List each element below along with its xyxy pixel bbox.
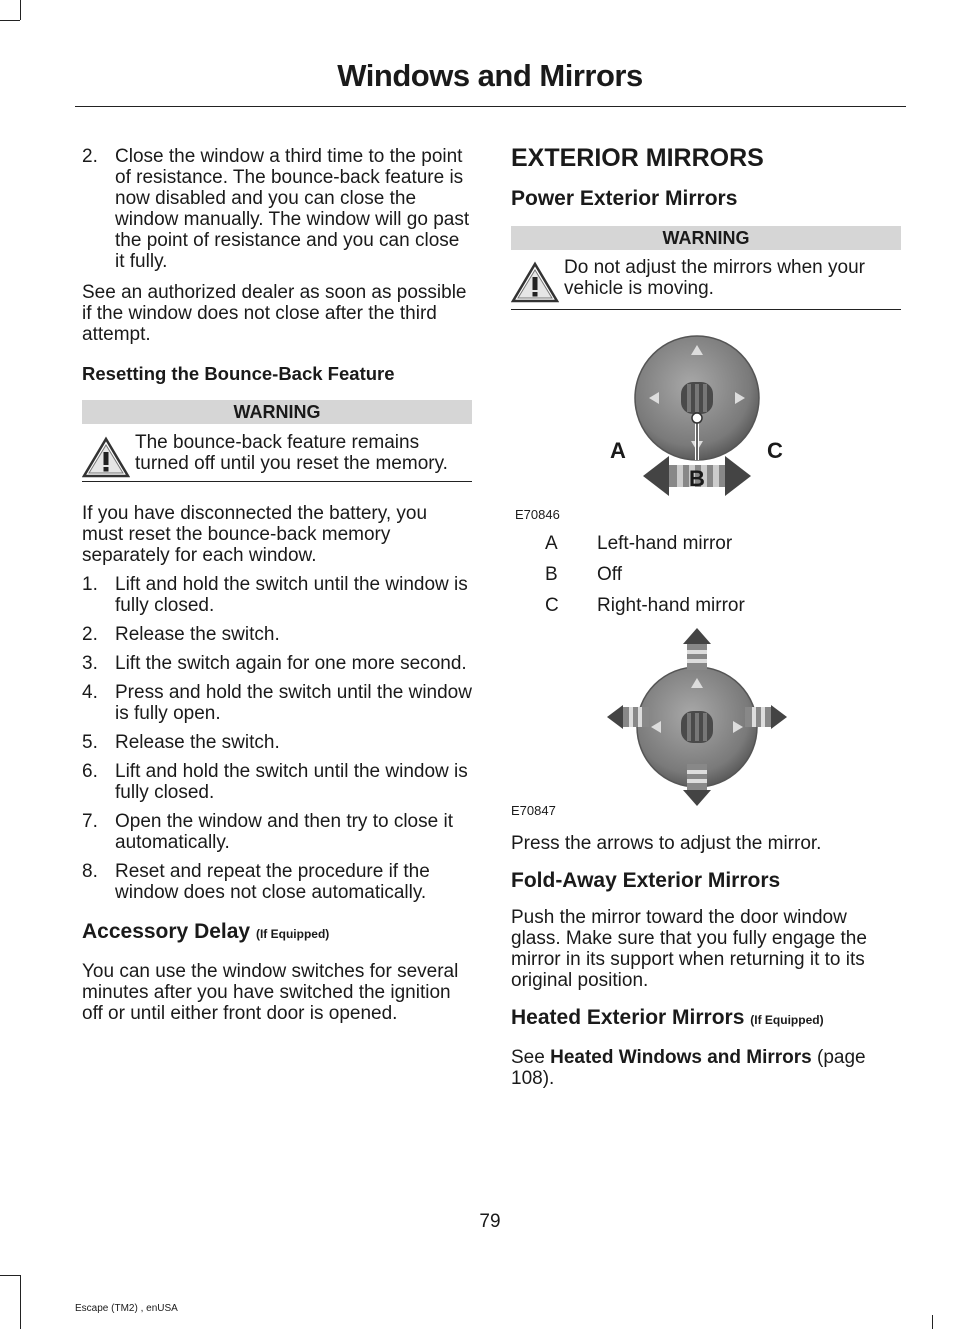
list-text: Release the switch. [115,624,280,645]
foldaway-heading: Fold-Away Exterior Mirrors [511,869,781,892]
list-item [82,574,472,616]
legend-text: Off [597,564,622,585]
list-text: Release the switch. [115,732,280,753]
list-text: Lift and hold the switch until the window is fully closed. [115,761,468,803]
heated-link[interactable]: Heated Windows and Mirrors [550,1047,812,1068]
list-number: 1. [82,574,98,595]
accessory-heading-text: Accessory Delay [82,920,251,943]
figure-legend [511,533,901,626]
legend-text: Left-hand mirror [597,533,733,554]
list-text: Lift the switch again for one more second. [115,653,467,674]
legend-row [511,564,901,595]
mirror-adjust-figure [511,626,901,824]
heated-heading-text: Heated Exterior Mirrors [511,1006,745,1029]
list-item [82,761,472,803]
reset-heading: Resetting the Bounce-Back Feature [82,363,395,384]
figure-label-b: B [689,466,705,491]
list-item [82,624,472,645]
if-equipped-note: (If Equipped) [255,927,330,941]
list-number: 7. [82,811,98,832]
figure-id: E70846 [515,507,560,522]
left-column [82,146,472,1024]
list-item [82,653,472,674]
legend-text: Right-hand mirror [597,595,745,616]
legend-row [511,595,901,626]
warning-content [511,257,901,310]
accessory-text: You can use the window switches for several minutes after you have switched the ignition off or until either front door is opened. [82,961,459,1024]
page-footer: Escape (TM2) , enUSA [75,1303,178,1314]
page-number: 79 [479,1211,501,1232]
mirror-selector-figure [511,310,901,522]
steps-list [82,574,472,903]
figure-label-c: C [767,438,783,463]
list-number: 6. [82,761,98,782]
warning-content [82,432,472,482]
figure-label-a: A [610,438,626,463]
heated-heading [511,1007,901,1031]
list-number: 5. [82,732,98,753]
legend-key: A [545,533,558,554]
list-item [82,682,472,724]
warning-box [511,226,901,310]
heated-see: See [511,1047,545,1068]
list-item [82,146,472,272]
legend-key: C [545,595,559,616]
crop-mark [20,0,21,20]
list-number: 8. [82,861,98,882]
warning-triangle-icon [511,261,559,303]
list-item [82,732,472,753]
arrows-text: Press the arrows to adjust the mirror. [511,833,822,854]
warning-box [82,400,472,482]
list-text: Press and hold the switch until the window is fully open. [115,682,472,724]
list-number: 3. [82,653,98,674]
warning-triangle-icon [82,436,130,478]
list-text: Reset and repeat the procedure if the window does not close automatically. [115,861,430,903]
list-number: 4. [82,682,98,703]
mirror-control-diagram [511,310,901,522]
warning-label: WARNING [511,226,901,250]
crop-mark [20,1275,21,1329]
title-rule [75,106,906,107]
list-text: Close the window a third time to the point of resistance. The bounce-back feature is now disabled and you can close the window manually. The window will go past the point of resistance and you can close it fully. [115,146,470,272]
warning-text: Do not adjust the mirrors when your vehicle is moving. [564,257,865,299]
heated-page-ref: (page 108). [511,1047,866,1089]
list-number: 2. [82,624,98,645]
accessory-heading [82,921,472,945]
heated-text [511,1047,901,1089]
right-column [511,146,901,1089]
legend-key: B [545,564,558,585]
dealer-note: See an authorized dealer as soon as possible if the window does not close after the third attempt. [82,282,467,345]
foldaway-text: Push the mirror toward the door window glass. Make sure that you fully engage the mirror in its support when returning it to its original position. [511,907,867,991]
warning-text: The bounce-back feature remains turned off until you reset the memory. [135,432,448,474]
figure-id: E70847 [511,803,556,818]
page-title: Windows and Mirrors [337,58,643,93]
warning-label: WARNING [82,400,472,424]
power-heading: Power Exterior Mirrors [511,187,738,210]
list-text: Lift and hold the switch until the window is fully closed. [115,574,468,616]
list-item [82,811,472,853]
battery-text: If you have disconnected the battery, you must reset the bounce-back memory separately for each window. [82,503,428,566]
crop-mark [932,1315,933,1329]
list-text: Open the window and then try to close it automatically. [115,811,453,853]
crop-mark [0,1275,20,1276]
list-item [82,861,472,903]
section-heading: EXTERIOR MIRRORS [511,144,764,172]
list-number: 2. [82,146,98,167]
if-equipped-note: (If Equipped) [750,1013,824,1027]
legend-row [511,533,901,564]
mirror-arrows-diagram [511,626,901,824]
crop-mark [0,20,20,21]
